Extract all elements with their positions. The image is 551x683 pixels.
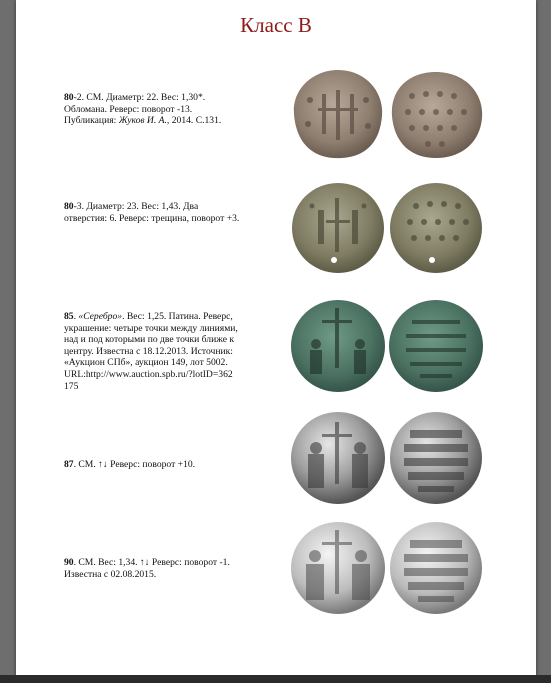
viewer-bottom-bar	[0, 675, 551, 683]
entry-number: 80	[64, 201, 74, 212]
entry-number: 85	[64, 311, 74, 322]
coin-pair-85	[282, 298, 488, 394]
page-title: Класс В	[240, 13, 312, 37]
entry-number: 87	[64, 459, 74, 470]
coin-pair-80-2	[282, 66, 488, 162]
coin-obverse-image	[292, 183, 384, 273]
coin-obverse-image	[291, 300, 385, 392]
entry-85-text: 85. «Серебро». Вес: 1,25. Патина. Реверс, украшение: четыре точки между линиями, над и под которыми по две точки ближе к центру. Известна с 18.12.2013. Источник: «Аукцион СПб», аукцион 149, лот 5002. URL:http://www.auction.spb.ru/?lotID=362 175	[64, 311, 238, 392]
coin-obverse-image	[294, 70, 382, 158]
coin-reverse-image	[389, 300, 483, 392]
entry-80-2-text: 80-2. СМ. Диаметр: 22. Вес: 1,30*. Обломана. Реверс: поворот -13. Публикация: Жуков И. А., 2014. С.131.	[64, 92, 222, 127]
entry-90-text: 90. СМ. Вес: 1,34. ↑↓ Реверс: поворот -1. Известна с 02.08.2015.	[64, 557, 230, 580]
coin-obverse-image	[291, 522, 385, 614]
entry-number: 80	[64, 92, 74, 103]
entry-80-3-text: 80-3. Диаметр: 23. Вес: 1,43. Два отверстия: 6. Реверс: трещина, поворот +3.	[64, 201, 240, 224]
entry-87-text: 87. СМ. ↑↓ Реверс: поворот +10.	[64, 459, 196, 470]
coin-reverse-image	[392, 72, 482, 158]
coin-reverse-image	[390, 412, 482, 504]
coin-obverse-image	[291, 412, 385, 504]
document-page	[16, 0, 536, 683]
coin-pair-87	[282, 410, 488, 506]
entry-number: 90	[64, 557, 74, 568]
coin-reverse-image	[390, 183, 482, 273]
coin-pair-90	[282, 520, 488, 616]
coin-pair-80-3	[282, 180, 488, 276]
coin-reverse-image	[390, 522, 482, 614]
